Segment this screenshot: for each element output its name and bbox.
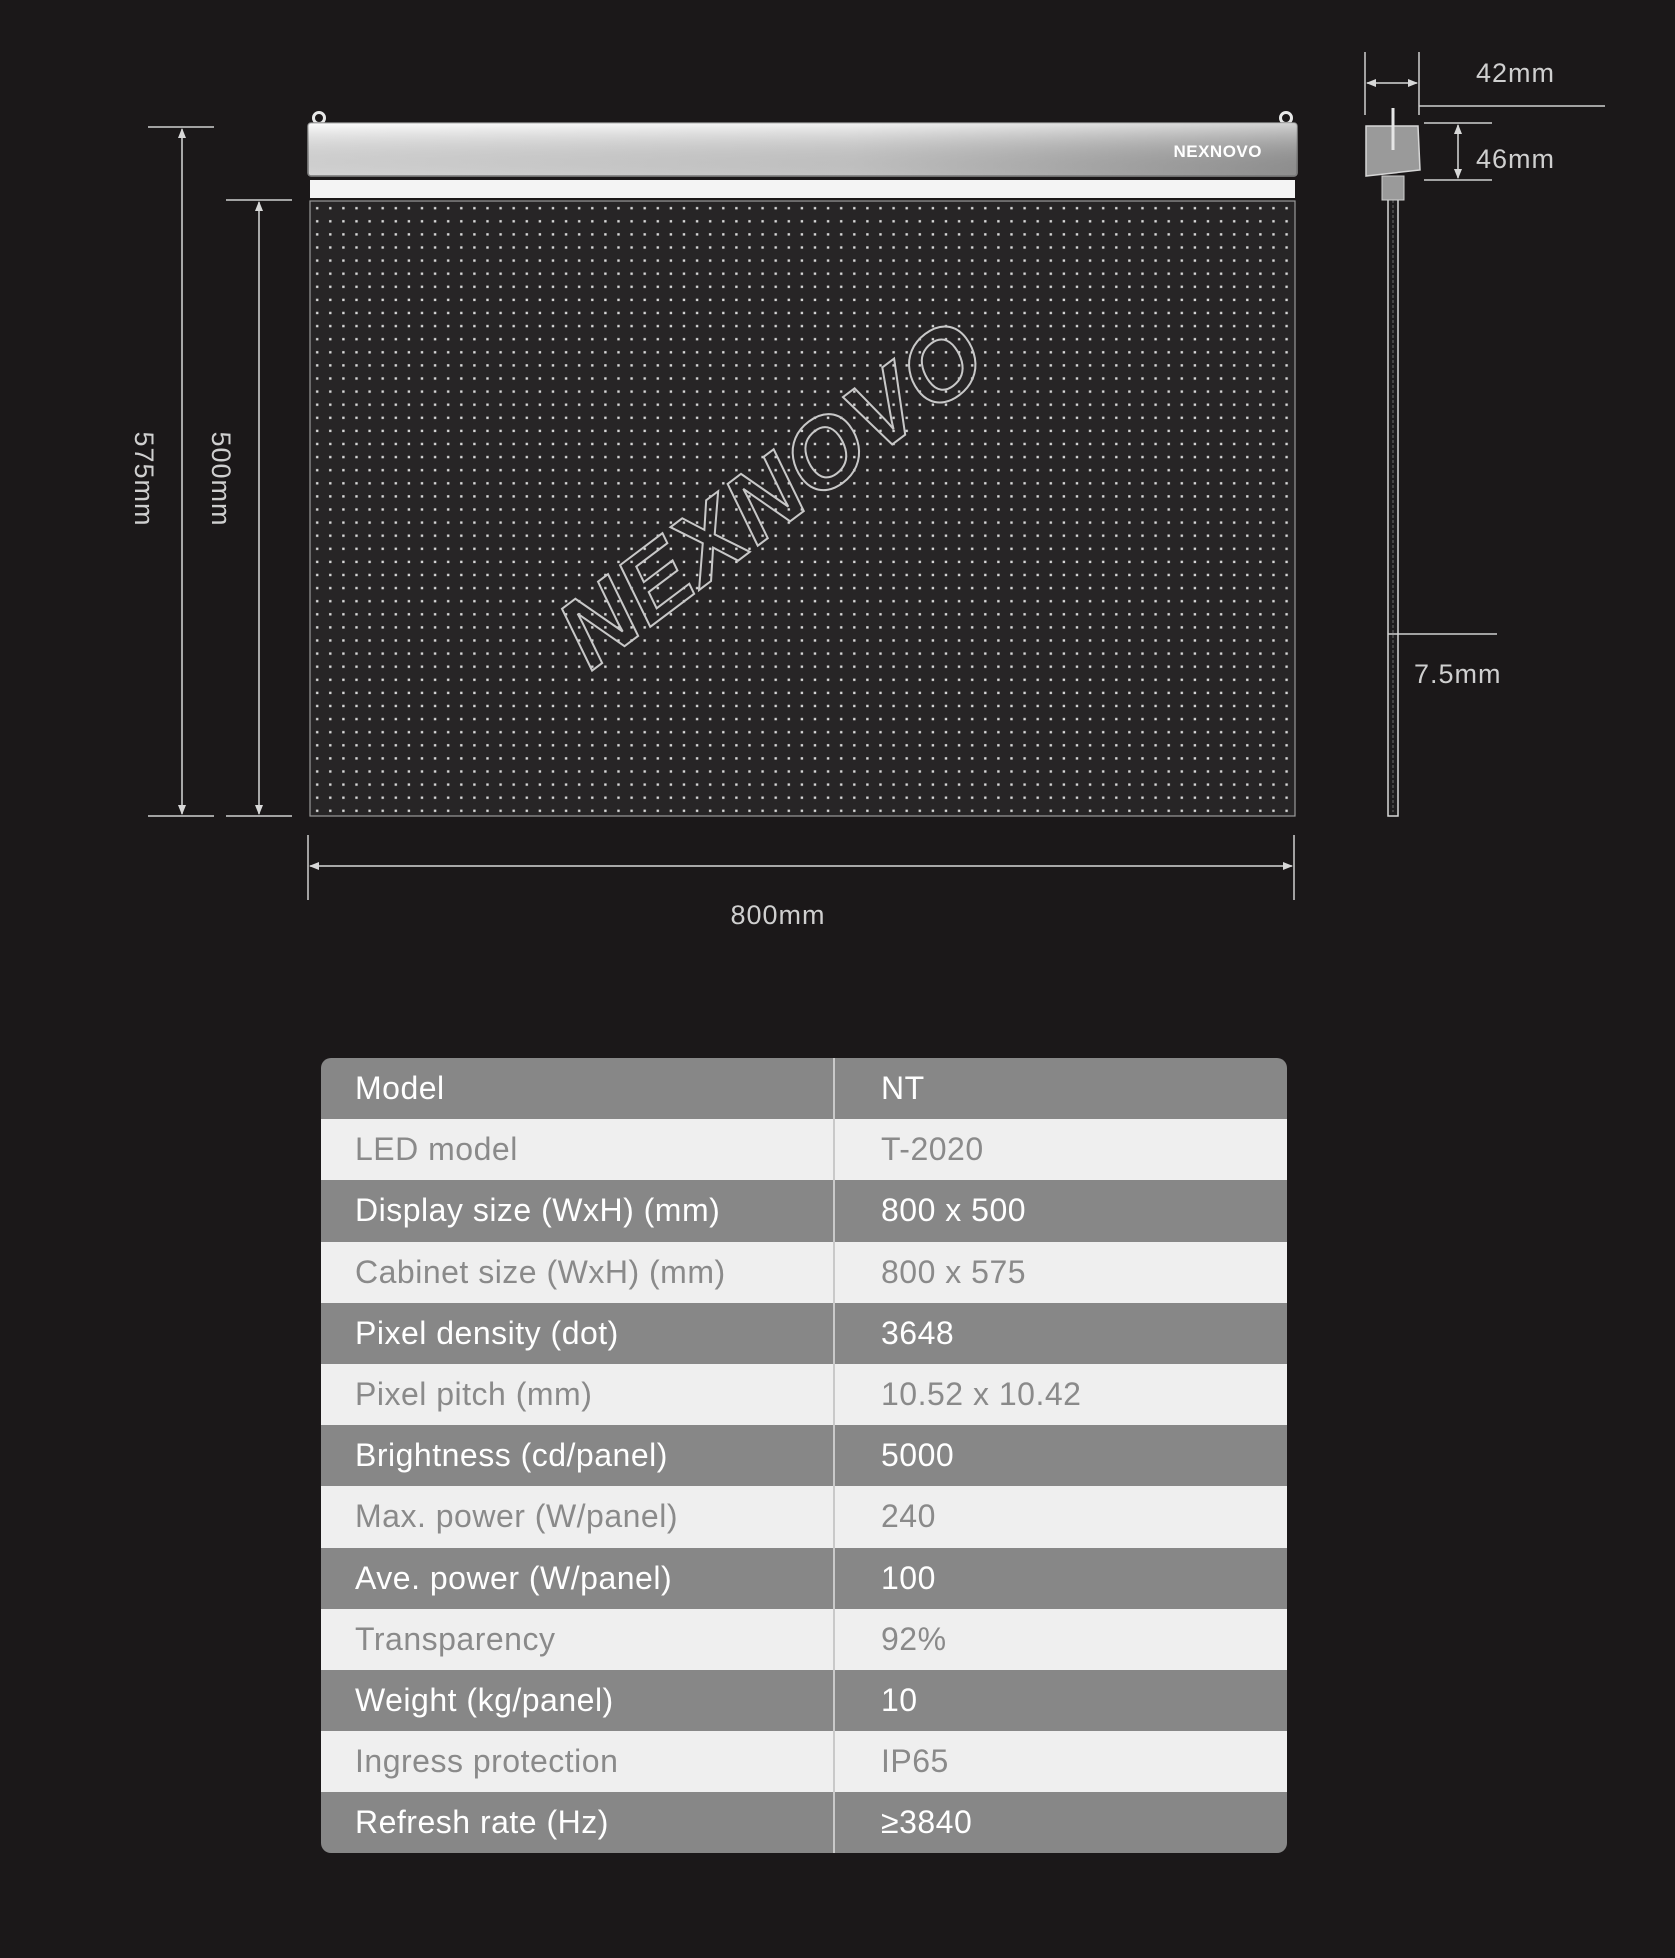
row-value: 10.52 x 10.42: [881, 1376, 1082, 1413]
row-value: 240: [881, 1498, 936, 1535]
row-label: Transparency: [321, 1609, 835, 1670]
row-label: Weight (kg/panel): [321, 1670, 835, 1731]
table-row: [321, 1609, 1287, 1670]
row-label: Pixel pitch (mm): [321, 1364, 835, 1425]
row-label: Refresh rate (Hz): [321, 1792, 835, 1853]
row-value: T-2020: [881, 1131, 984, 1168]
row-label: Max. power (W/panel): [321, 1486, 835, 1547]
table-row: [321, 1792, 1287, 1853]
row-value: 92%: [881, 1620, 947, 1657]
thickness-label: 7.5mm: [1414, 659, 1502, 689]
table-row: [321, 1242, 1287, 1303]
width-label: 800mm: [730, 900, 826, 930]
row-value: 800 x 575: [881, 1253, 1027, 1290]
row-value: NT: [881, 1070, 925, 1107]
thickness-dimension: [1388, 634, 1502, 689]
table-row: [321, 1119, 1287, 1180]
row-label: LED model: [321, 1119, 835, 1180]
row-value: 3648: [881, 1314, 955, 1351]
cabinet-height-label: 575mm: [129, 431, 159, 527]
row-label: Ingress protection: [321, 1731, 835, 1792]
profile-height-label: 46mm: [1476, 144, 1556, 174]
table-row: [321, 1364, 1287, 1425]
row-label: Pixel density (dot): [321, 1303, 835, 1364]
row-value: 10: [881, 1681, 918, 1718]
hanging-hooks: [314, 113, 1292, 124]
spec-table: [321, 1058, 1287, 1853]
led-display-panel: [310, 201, 1295, 816]
table-row: [321, 1731, 1287, 1792]
width-dimension: [308, 835, 1294, 930]
row-label: Model: [321, 1058, 835, 1119]
row-value: 800 x 500: [881, 1192, 1027, 1229]
cabinet-height-dimension: [129, 127, 214, 816]
table-row: [321, 1180, 1287, 1241]
top-mounting-bar: [308, 123, 1297, 198]
row-label: Ave. power (W/panel): [321, 1548, 835, 1609]
table-row: [321, 1303, 1287, 1364]
profile-width-dimension: [1365, 52, 1605, 115]
table-row: [321, 1670, 1287, 1731]
table-row: [321, 1058, 1287, 1119]
row-label: Brightness (cd/panel): [321, 1425, 835, 1486]
row-value: ≥3840: [881, 1804, 973, 1841]
brand-logo: NEXNOVO: [1173, 142, 1262, 161]
table-row: [321, 1425, 1287, 1486]
display-height-dimension: [206, 200, 292, 816]
profile-width-label: 42mm: [1476, 58, 1556, 88]
row-value: IP65: [881, 1743, 949, 1780]
row-label: Display size (WxH) (mm): [321, 1180, 835, 1241]
row-value: 100: [881, 1559, 936, 1596]
table-row: [321, 1486, 1287, 1547]
table-row: [321, 1548, 1287, 1609]
row-value: 5000: [881, 1437, 955, 1474]
brand-watermark: NEXNOVO: [537, 297, 1006, 689]
side-profile: [1366, 108, 1420, 816]
display-height-label: 500mm: [206, 431, 236, 527]
profile-height-dimension: [1424, 123, 1555, 180]
row-label: Cabinet size (WxH) (mm): [321, 1242, 835, 1303]
